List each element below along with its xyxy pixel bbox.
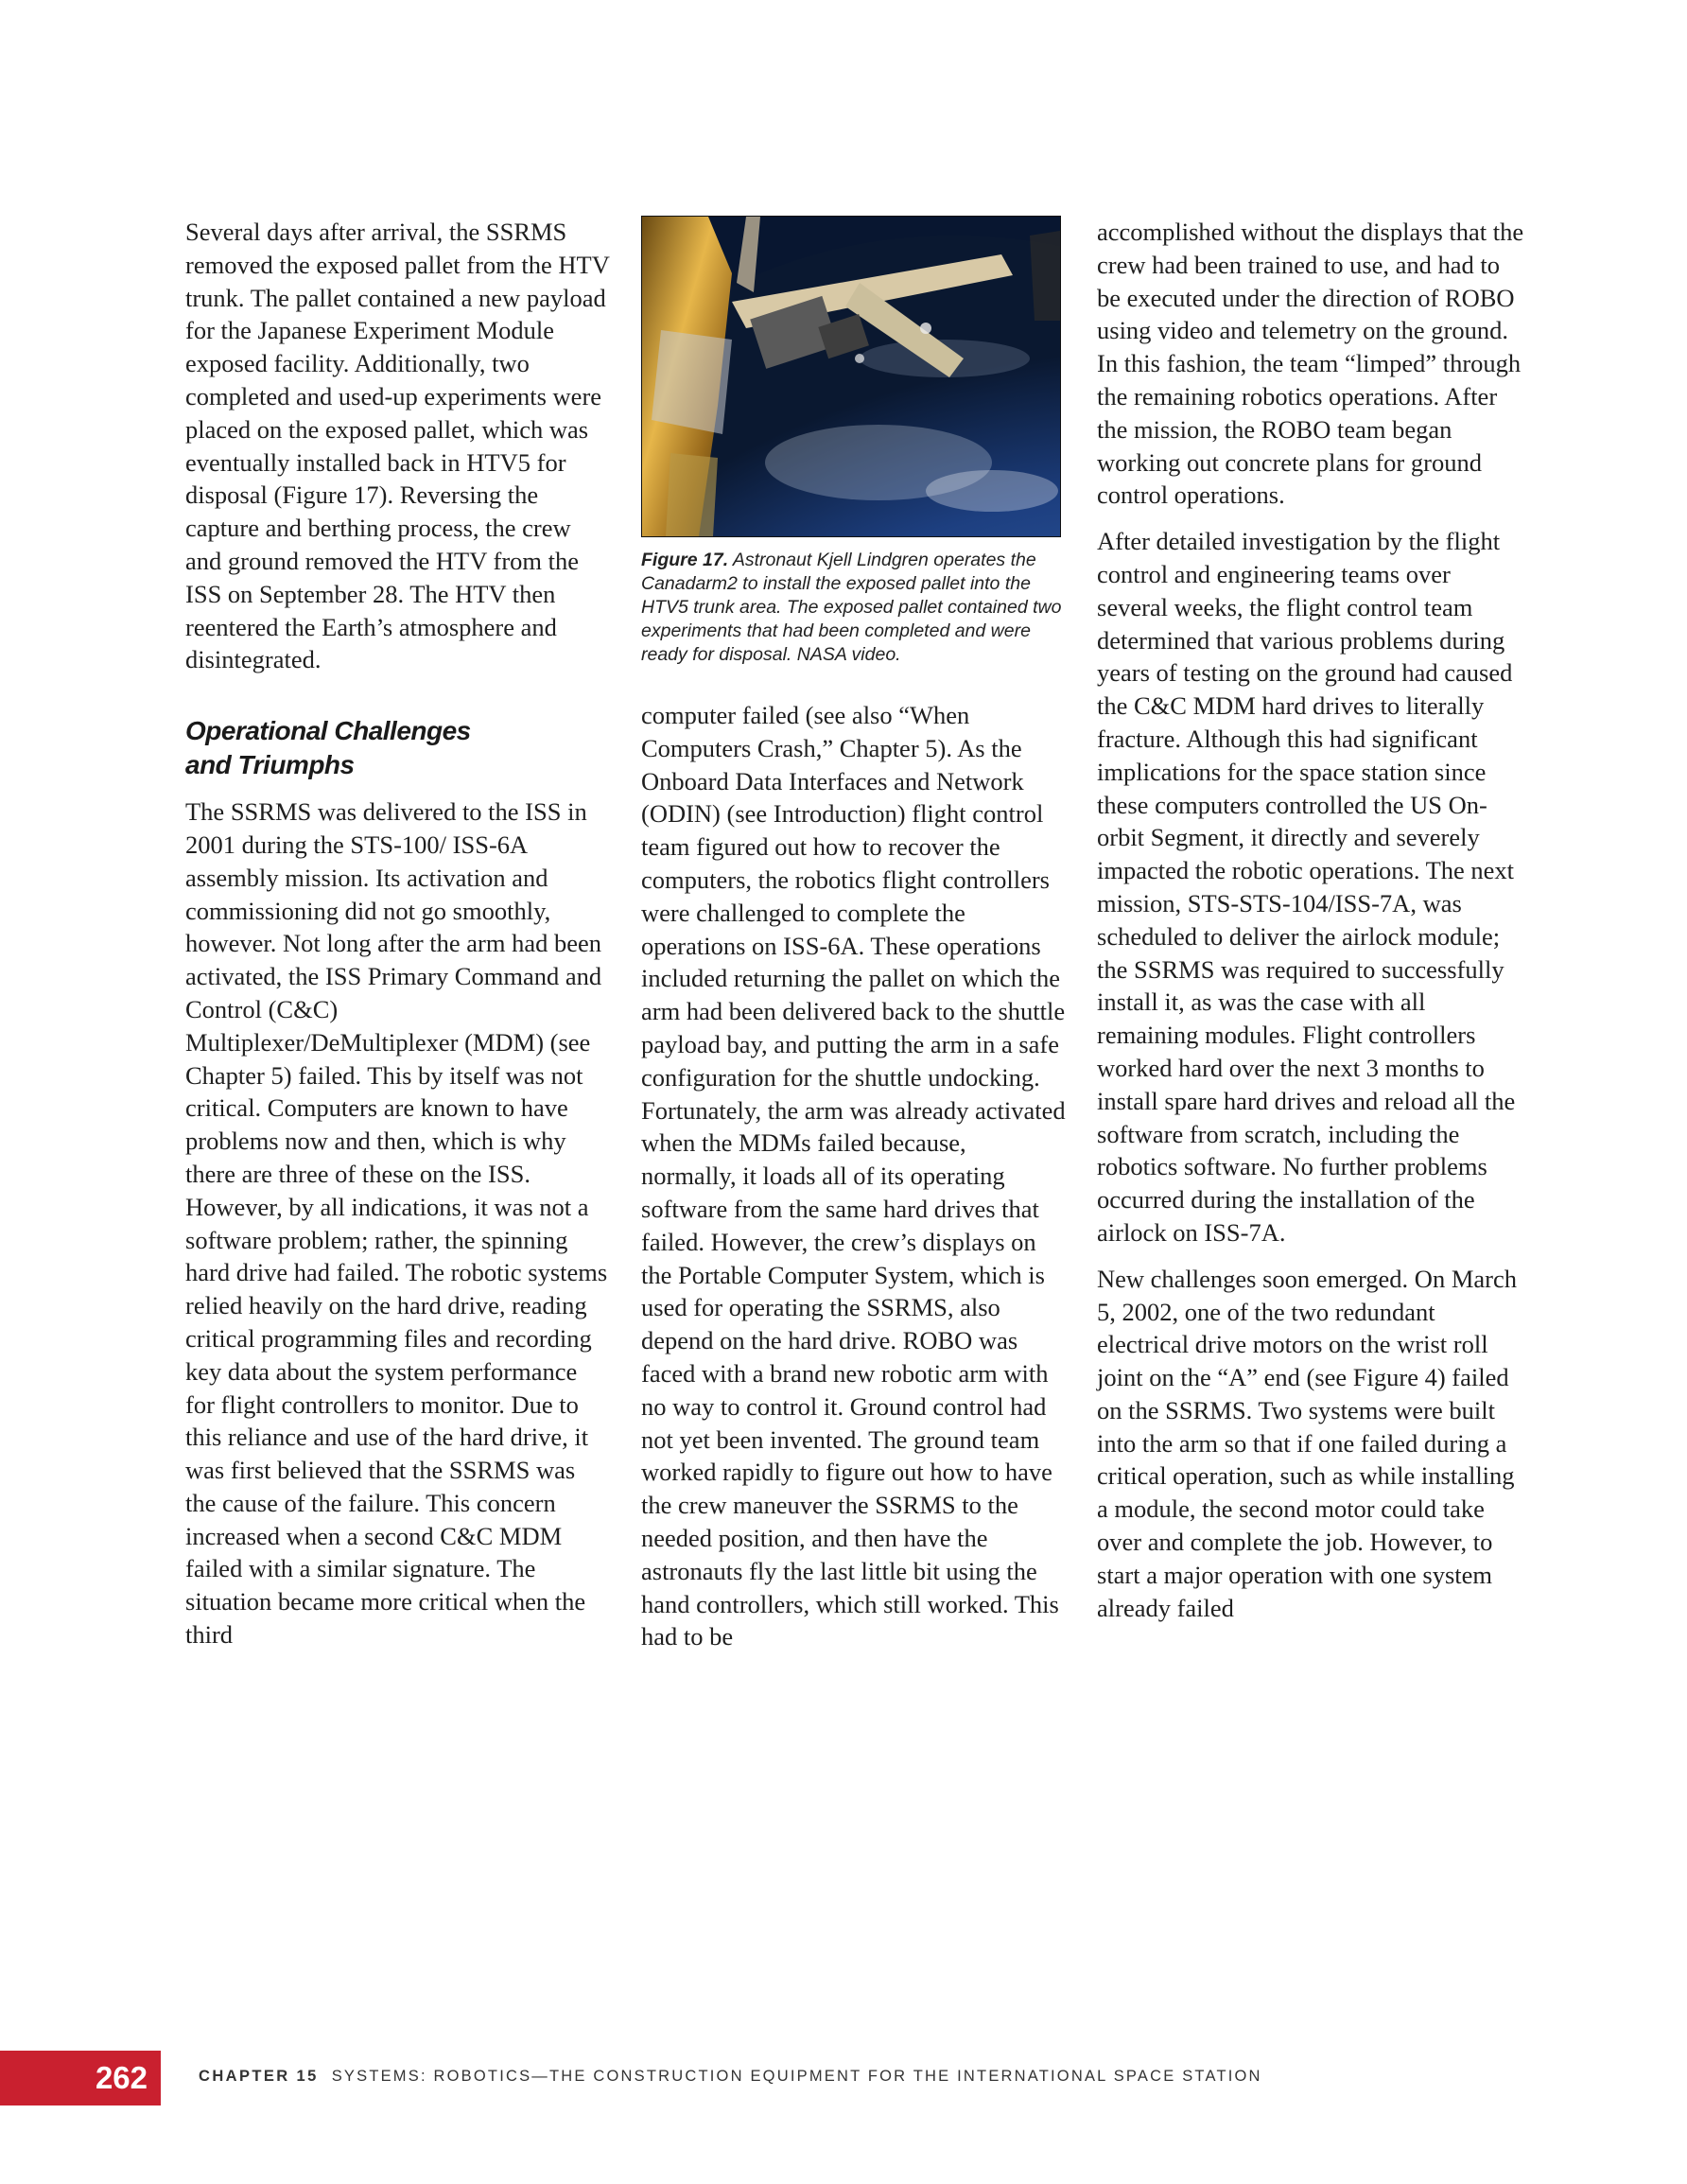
column-2 <box>641 216 1067 1653</box>
figure-17-photo <box>641 216 1061 537</box>
page-number-tab: 262 <box>0 2051 161 2105</box>
chapter-label: CHAPTER 15 <box>199 2068 319 2085</box>
paragraph-limped-operations: accomplished without the displays that the crew had been trained to use, and had to be executed under the direction of ROBO using video and telemetry on the ground. In this fashion, the team “limped” through the remaining robotics operations. After the mission, the ROBO team began working out concrete plans for ground control operations. <box>1097 218 1524 510</box>
figure-label: Figure 17. <box>641 550 729 570</box>
running-footer <box>199 2068 1262 2086</box>
column-3 <box>1097 216 1527 1624</box>
section-heading: Operational Challenges and Triumphs <box>185 716 471 780</box>
paragraph-htv-arrival: Several days after arrival, the SSRMS removed the exposed pallet from the HTV trunk. The pallet contained a new payload for the Japanese Experiment Module exposed facility. Additionally, two completed and used-up experiments were placed on the exposed pallet, which was eventually installed back in HTV5 for disposal (Figure 17). Reversing the capture and berthing process, the crew and ground removed the HTV from the ISS on September 28. The HTV then reentered the Earth’s atmosphere and disintegrated. <box>185 218 610 674</box>
figure-caption-text: Astronaut Kjell Lindgren operates the Canadarm2 to install the exposed pallet into the HTV5 trunk area. The exposed pallet contained two experiments that had been completed and were ready for disposal. NASA video. <box>641 550 1062 665</box>
paragraph-investigation: After detailed investigation by the flight control and engineering teams over several weeks, the flight control team determined that various problems during years of testing on the ground had caused the C&C MDM hard drives to literally fracture. Although this had significant implications for the space station since these computers controlled the US On-orbit Segment, it directly and severely impacted the robotic operations. The next mission, STS-STS-104/ISS-7A, was scheduled to deliver the airlock module; the SSRMS was required to successfully install it, as was the case with all remaining modules. Flight controllers worked hard over the next 3 months to install spare hard drives and reload all the software from scratch, including the robotics software. No further problems occurred during the installation of the airlock on ISS-7A. <box>1097 527 1516 1247</box>
column-1 <box>185 216 611 1651</box>
canadarm2-photo-illustration <box>642 217 1060 536</box>
chapter-title: SYSTEMS: ROBOTICS—THE CONSTRUCTION EQUIPMENT FOR THE INTERNATIONAL SPACE STATION <box>331 2068 1262 2085</box>
paragraph-computer-failure: computer failed (see also “When Computers Crash,” Chapter 5). As the Onboard Data Interfaces and Network (ODIN) (see Introduction) flight control team figured out how to recover the computers, the robotics flight controllers were challenged to complete the operations on ISS-6A. These operations included returning the pallet on which the arm had been delivered back to the shuttle payload bay, and putting the arm in a safe configuration for the shuttle undocking. Fortunately, the arm was already activated when the MDMs failed because, normally, it loads all of its operating software from the same hard drives that failed. However, the crew’s displays on the Portable Computer System, which is used for operating the SSRMS, also depend on the hard drive. ROBO was faced with a brand new robotic arm with no way to control it. Ground control had not yet been invented. The ground team worked rapidly to figure out how to have the crew maneuver the SSRMS to the needed position, and then have the astronauts fly the last little bit using the hand controllers, which still worked. This had to be <box>641 701 1066 1651</box>
paragraph-new-challenges: New challenges soon emerged. On March 5, 2002, one of the two redundant electrical drive motors on the wrist roll joint on the “A” end (see Figure 4) failed on the SSRMS. Two systems were built into the arm so that if one failed during a critical operation, such as while installing a module, the second motor could take over and complete the job. However, to start a major operation with one system already failed <box>1097 1264 1517 1622</box>
figure-17-caption <box>641 549 1067 667</box>
paragraph-ssrms-delivery: The SSRMS was delivered to the ISS in 2001 during the STS-100/ ISS-6A assembly mission. Its activation and commissioning did not go smoothly, however. Not long after the arm had been activated, the ISS Primary Command and Control (C&C) Multiplexer/DeMultiplexer (MDM) (see Chapter 5) failed. This by itself was not critical. Computers are known to have problems now and then, which is why there are three of these on the ISS. However, by all indications, it was not a software problem; rather, the spinning hard drive had failed. The robotic systems relied heavily on the hard drive, reading critical programming files and recording key data about the system performance for flight controllers to monitor. Due to this reliance and use of the hard drive, it was first believed that the SSRMS was the cause of the failure. This concern increased when a second C&C MDM failed with a similar signature. The situation became more critical when the third <box>185 797 608 1650</box>
